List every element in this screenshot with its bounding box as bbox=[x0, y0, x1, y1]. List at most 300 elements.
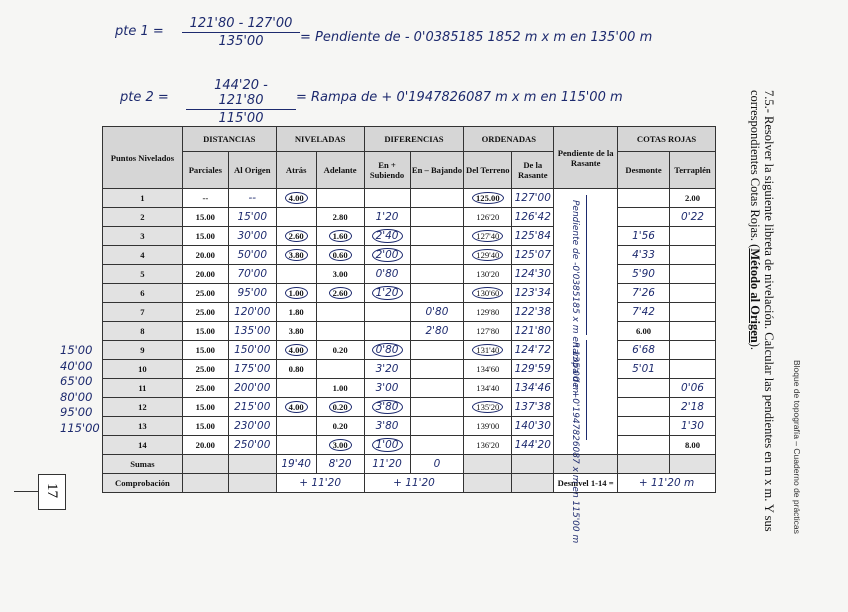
cell-tpl-value: 0'22 bbox=[681, 211, 704, 223]
pte1-result: = Pendiente de - 0'0385185 1852 m x m en 135'00 m bbox=[300, 30, 653, 45]
page-number-box bbox=[38, 474, 66, 510]
cell-par bbox=[182, 227, 228, 246]
cell-p bbox=[103, 322, 183, 341]
cell-p-value: 8 bbox=[140, 326, 145, 336]
cell-p-value: 6 bbox=[140, 288, 145, 298]
cell-baj bbox=[410, 208, 464, 227]
cell-p bbox=[103, 208, 183, 227]
cell-ras-value: 129'59 bbox=[514, 363, 551, 375]
header-pendiente: Pendiente de la Rasante bbox=[554, 127, 618, 189]
table-row bbox=[103, 265, 716, 284]
cell-ter bbox=[464, 360, 512, 379]
cell-des-value: 6.00 bbox=[636, 326, 652, 336]
cell-ter bbox=[464, 303, 512, 322]
desnivel-label: Desnivel 1-14 = bbox=[554, 474, 618, 493]
cell-atr bbox=[276, 189, 316, 208]
cell-atr bbox=[276, 379, 316, 398]
cell-sub bbox=[364, 379, 410, 398]
cell-tpl bbox=[669, 189, 715, 208]
cell-par-value: 15.00 bbox=[195, 212, 215, 222]
cell-par-value: 15.00 bbox=[195, 421, 215, 431]
slope-arrow-lower bbox=[586, 340, 587, 440]
cell-baj bbox=[410, 189, 464, 208]
pte2-denominator: 115'00 bbox=[218, 111, 264, 126]
cell-ter bbox=[464, 436, 512, 455]
cell-p-value: 3 bbox=[140, 231, 145, 241]
cell-sub-value: 2'00 bbox=[372, 248, 403, 262]
cell-atr-value: 4.00 bbox=[285, 344, 308, 356]
cell-sub-value: 1'20 bbox=[375, 211, 399, 223]
side-list-item: 95'00 bbox=[60, 405, 93, 419]
header-niveladas: NIVELADAS bbox=[276, 127, 364, 152]
cell-ori bbox=[228, 303, 276, 322]
cell-p bbox=[103, 189, 183, 208]
cell-p bbox=[103, 284, 183, 303]
cell-ras bbox=[512, 379, 554, 398]
cell-des bbox=[618, 265, 670, 284]
cell-par-value: 25.00 bbox=[195, 364, 215, 374]
cell-ter-value: 127'40 bbox=[472, 230, 503, 242]
cell-ade bbox=[316, 436, 364, 455]
cell-des bbox=[618, 379, 670, 398]
cell-des bbox=[618, 189, 670, 208]
cell-baj bbox=[410, 284, 464, 303]
cell-ade bbox=[316, 379, 364, 398]
cell-ade-value: 0.20 bbox=[329, 401, 352, 413]
pte1-fraction bbox=[182, 16, 300, 49]
cell-baj bbox=[410, 398, 464, 417]
cell-ter-value: 136'20 bbox=[476, 440, 500, 450]
sumas-atras: 19'40 bbox=[276, 455, 316, 474]
table-row bbox=[103, 227, 716, 246]
cell-ras-value: 124'72 bbox=[514, 344, 551, 356]
page-number: 17 bbox=[44, 483, 60, 498]
cell-p bbox=[103, 341, 183, 360]
cell-ori bbox=[228, 417, 276, 436]
cell-ori bbox=[228, 246, 276, 265]
exercise-line-1: 7.5.- Resolver la siguiente libreta de nivelación. Calcular las pendientes en m x m. Y sus bbox=[762, 90, 776, 532]
cell-ter-value: 130'20 bbox=[476, 269, 500, 279]
cell-baj-value: 0'80 bbox=[425, 306, 449, 318]
cell-sub-value: 3'80 bbox=[372, 400, 403, 414]
cell-p-value: 13 bbox=[138, 421, 147, 431]
cell-baj bbox=[410, 303, 464, 322]
cell-des bbox=[618, 436, 670, 455]
cell-p bbox=[103, 246, 183, 265]
cell-par-value: 15.00 bbox=[195, 402, 215, 412]
cell-sub bbox=[364, 284, 410, 303]
cell-ras-value: 144'20 bbox=[514, 439, 551, 451]
cell-tpl bbox=[669, 322, 715, 341]
cell-ras-value: 125'07 bbox=[514, 249, 551, 261]
cell-par-value: 15.00 bbox=[195, 345, 215, 355]
subheader-al-origen: Al Origen bbox=[228, 152, 276, 189]
cell-ras-value: 134'46 bbox=[514, 382, 551, 394]
cell-sub bbox=[364, 208, 410, 227]
slope-arrow-upper bbox=[586, 195, 587, 335]
cell-ori bbox=[228, 284, 276, 303]
cell-par bbox=[182, 208, 228, 227]
cell-ter bbox=[464, 398, 512, 417]
pte2-label: pte 2 = bbox=[120, 90, 169, 105]
cell-atr-value: 1.00 bbox=[285, 287, 308, 299]
cell-ras-value: 121'80 bbox=[514, 325, 551, 337]
cell-p-value: 4 bbox=[140, 250, 145, 260]
cell-ori-value: 250'00 bbox=[234, 439, 271, 451]
subheader-atras: Atrás bbox=[276, 152, 316, 189]
cell-ori bbox=[228, 341, 276, 360]
cell-p-value: 14 bbox=[138, 440, 147, 450]
cell-par-value: -- bbox=[202, 193, 209, 203]
cell-ter bbox=[464, 189, 512, 208]
cell-ras bbox=[512, 436, 554, 455]
pte1-denominator: 135'00 bbox=[218, 34, 264, 49]
subheader-bajando: En – Bajando bbox=[410, 152, 464, 189]
cell-sub bbox=[364, 265, 410, 284]
table-row bbox=[103, 189, 716, 208]
cell-ras-value: 126'42 bbox=[514, 211, 551, 223]
cell-p-value: 1 bbox=[140, 193, 145, 203]
running-header: Bloque de topografía – Cuaderno de prácticas bbox=[792, 360, 802, 534]
cell-ter-value: 130'60 bbox=[472, 287, 503, 299]
cell-ade-value: 1.60 bbox=[329, 230, 352, 242]
side-list-item: 80'00 bbox=[60, 389, 93, 404]
cell-atr-value: 4.00 bbox=[285, 192, 308, 204]
cell-sub-value: 1'20 bbox=[372, 286, 403, 300]
cell-baj bbox=[410, 417, 464, 436]
cell-atr bbox=[276, 360, 316, 379]
cell-atr bbox=[276, 265, 316, 284]
cell-atr-value: 3.80 bbox=[288, 326, 304, 336]
cell-ade-value: 3.00 bbox=[329, 439, 352, 451]
side-list-item: 115'00 bbox=[60, 420, 100, 435]
table-row bbox=[103, 284, 716, 303]
cell-ade bbox=[316, 208, 364, 227]
header-ordenadas: ORDENADAS bbox=[464, 127, 554, 152]
comprobacion-diferencias: + 11'20 bbox=[364, 474, 464, 493]
cell-des bbox=[618, 284, 670, 303]
cell-ter bbox=[464, 208, 512, 227]
exercise-line-2a: correspondientes Cotas Rojas. ( bbox=[748, 90, 762, 249]
cell-ori bbox=[228, 189, 276, 208]
cell-p bbox=[103, 379, 183, 398]
cell-atr bbox=[276, 341, 316, 360]
cell-ade-value: 2.80 bbox=[332, 212, 348, 222]
header-distancias: DISTANCIAS bbox=[182, 127, 276, 152]
cell-ori bbox=[228, 398, 276, 417]
cell-ori bbox=[228, 265, 276, 284]
cell-baj bbox=[410, 322, 464, 341]
cell-par bbox=[182, 379, 228, 398]
cell-ter-value: 139'00 bbox=[476, 421, 500, 431]
cell-tpl-value: 2.00 bbox=[684, 193, 701, 203]
cell-ter bbox=[464, 284, 512, 303]
cell-ter-value: 131'40 bbox=[472, 344, 503, 356]
cell-tpl-value: 1'30 bbox=[681, 420, 704, 432]
cell-des bbox=[618, 208, 670, 227]
cell-des-value: 7'26 bbox=[632, 287, 655, 299]
cell-des-value: 1'56 bbox=[632, 230, 655, 242]
table-row bbox=[103, 208, 716, 227]
page-number-line bbox=[14, 491, 38, 492]
cell-p bbox=[103, 417, 183, 436]
cell-baj bbox=[410, 246, 464, 265]
cell-tpl bbox=[669, 341, 715, 360]
subheader-desmonte: Desmonte bbox=[618, 152, 670, 189]
cell-ade bbox=[316, 360, 364, 379]
header-cotas-rojas: COTAS ROJAS bbox=[618, 127, 716, 152]
cell-ade bbox=[316, 322, 364, 341]
cell-ter bbox=[464, 417, 512, 436]
cell-ras bbox=[512, 208, 554, 227]
cell-ras bbox=[512, 284, 554, 303]
cell-ras-value: 127'00 bbox=[514, 192, 551, 204]
sumas-label: Sumas bbox=[103, 455, 183, 474]
cell-par bbox=[182, 189, 228, 208]
cell-ter bbox=[464, 265, 512, 284]
cell-tpl bbox=[669, 227, 715, 246]
cell-p-value: 2 bbox=[140, 212, 145, 222]
cell-ras bbox=[512, 417, 554, 436]
cell-ade-value: 2.60 bbox=[329, 287, 352, 299]
cell-des-value: 5'01 bbox=[632, 363, 655, 375]
cell-ter-value: 125.00 bbox=[472, 192, 504, 204]
cell-sub-value: 3'00 bbox=[375, 382, 399, 394]
cell-sub bbox=[364, 303, 410, 322]
cell-ras bbox=[512, 322, 554, 341]
cell-ori-value: 175'00 bbox=[234, 363, 271, 375]
cell-des bbox=[618, 227, 670, 246]
cell-par-value: 25.00 bbox=[195, 383, 215, 393]
cell-ter bbox=[464, 341, 512, 360]
cell-baj bbox=[410, 436, 464, 455]
cell-ori-value: 120'00 bbox=[234, 306, 271, 318]
cell-ade-value: 1.00 bbox=[332, 383, 348, 393]
cell-ori bbox=[228, 379, 276, 398]
cell-baj bbox=[410, 341, 464, 360]
cell-ras-value: 122'38 bbox=[514, 306, 551, 318]
cell-sub-value: 2'40 bbox=[372, 229, 403, 243]
table-row bbox=[103, 417, 716, 436]
cell-p bbox=[103, 398, 183, 417]
subheader-adelante: Adelante bbox=[316, 152, 364, 189]
cell-sub bbox=[364, 341, 410, 360]
side-list-item: 65'00 bbox=[60, 374, 93, 388]
subheader-terraplen: Terraplén bbox=[669, 152, 715, 189]
cell-des-value: 7'42 bbox=[632, 306, 655, 318]
cell-ade bbox=[316, 417, 364, 436]
cell-des bbox=[618, 341, 670, 360]
comprobacion-label: Comprobación bbox=[103, 474, 183, 493]
cell-par-value: 25.00 bbox=[195, 307, 215, 317]
cell-ter-value: 134'60 bbox=[476, 364, 500, 374]
table-row bbox=[103, 303, 716, 322]
pte1-label: pte 1 = bbox=[115, 24, 164, 39]
cell-atr bbox=[276, 417, 316, 436]
cell-ter bbox=[464, 322, 512, 341]
cell-atr bbox=[276, 246, 316, 265]
cell-p-value: 5 bbox=[140, 269, 145, 279]
cell-des bbox=[618, 398, 670, 417]
cell-ori-value: 95'00 bbox=[237, 287, 268, 299]
cell-ori-value: 135'00 bbox=[234, 325, 271, 337]
cell-atr bbox=[276, 436, 316, 455]
cell-sub bbox=[364, 322, 410, 341]
cell-ade-value: 0.60 bbox=[329, 249, 352, 261]
cell-des bbox=[618, 417, 670, 436]
cell-atr-value: 2.60 bbox=[285, 230, 308, 242]
cell-ter-value: 134'40 bbox=[476, 383, 500, 393]
cell-p bbox=[103, 303, 183, 322]
sumas-bajando: 0 bbox=[410, 455, 464, 474]
cell-sub bbox=[364, 436, 410, 455]
cell-par-value: 15.00 bbox=[195, 231, 215, 241]
cell-atr-value: 3.80 bbox=[285, 249, 308, 261]
cell-sub-value: 3'80 bbox=[375, 420, 399, 432]
cell-p bbox=[103, 265, 183, 284]
cell-par-value: 20.00 bbox=[195, 269, 215, 279]
cell-sub bbox=[364, 417, 410, 436]
cell-atr bbox=[276, 398, 316, 417]
cell-sub bbox=[364, 189, 410, 208]
cell-sub bbox=[364, 227, 410, 246]
side-distance-list bbox=[60, 343, 100, 436]
cell-tpl bbox=[669, 265, 715, 284]
cell-par bbox=[182, 360, 228, 379]
table-row bbox=[103, 322, 716, 341]
cell-ter-value: 129'40 bbox=[472, 249, 503, 261]
cell-ter bbox=[464, 379, 512, 398]
cell-tpl bbox=[669, 246, 715, 265]
cell-tpl bbox=[669, 436, 715, 455]
cell-ter bbox=[464, 227, 512, 246]
cell-par bbox=[182, 436, 228, 455]
cell-ade bbox=[316, 398, 364, 417]
exercise-line-2 bbox=[747, 90, 762, 350]
cell-ori-value: 70'00 bbox=[237, 268, 268, 280]
cell-ade bbox=[316, 227, 364, 246]
cell-ade bbox=[316, 246, 364, 265]
side-list-item: 40'00 bbox=[60, 358, 93, 373]
cell-ras bbox=[512, 227, 554, 246]
subheader-subiendo: En + Subiendo bbox=[364, 152, 410, 189]
cell-p-value: 9 bbox=[140, 345, 145, 355]
table-row bbox=[103, 246, 716, 265]
subheader-parciales: Parciales bbox=[182, 152, 228, 189]
cell-ras bbox=[512, 265, 554, 284]
cell-des-value: 4'33 bbox=[632, 249, 655, 261]
table-row bbox=[103, 398, 716, 417]
cell-ras-value: 123'34 bbox=[514, 287, 551, 299]
cell-atr bbox=[276, 322, 316, 341]
cell-par bbox=[182, 284, 228, 303]
cell-atr-value: 0.80 bbox=[288, 364, 304, 374]
cell-sub-value: 3'20 bbox=[375, 363, 399, 375]
cell-par bbox=[182, 303, 228, 322]
cell-p-value: 10 bbox=[138, 364, 147, 374]
cell-des bbox=[618, 322, 670, 341]
cell-ras bbox=[512, 303, 554, 322]
cell-par bbox=[182, 265, 228, 284]
cell-par-value: 20.00 bbox=[195, 250, 215, 260]
cell-ori-value: 230'00 bbox=[234, 420, 271, 432]
cell-baj bbox=[410, 360, 464, 379]
cell-sub bbox=[364, 246, 410, 265]
cell-atr bbox=[276, 303, 316, 322]
cell-baj-value: 2'80 bbox=[425, 325, 449, 337]
table-row bbox=[103, 436, 716, 455]
cell-par bbox=[182, 341, 228, 360]
leveling-table bbox=[102, 126, 716, 493]
desnivel-value: + 11'20 m bbox=[618, 474, 716, 493]
cell-par bbox=[182, 398, 228, 417]
cell-ras-value: 124'30 bbox=[514, 268, 551, 280]
cell-baj bbox=[410, 227, 464, 246]
cell-ras-value: 137'38 bbox=[514, 401, 551, 413]
comprobacion-niveladas: + 11'20 bbox=[276, 474, 364, 493]
cell-ori-value: 15'00 bbox=[237, 211, 268, 223]
cell-atr-value: 1.80 bbox=[288, 307, 304, 317]
sumas-subiendo: 11'20 bbox=[364, 455, 410, 474]
cell-sub-value: 0'80 bbox=[372, 343, 403, 357]
cell-ori-value: -- bbox=[248, 192, 257, 204]
cell-p bbox=[103, 227, 183, 246]
cell-des bbox=[618, 246, 670, 265]
cell-ade-value: 3.00 bbox=[332, 269, 348, 279]
cell-sub bbox=[364, 360, 410, 379]
exercise-method: Método al Origen bbox=[748, 248, 762, 343]
cell-ras bbox=[512, 341, 554, 360]
exercise-line-2c: ). bbox=[748, 342, 762, 351]
cell-tpl bbox=[669, 360, 715, 379]
cell-ter-value: 129'80 bbox=[476, 307, 500, 317]
pte1-numerator: 121'80 - 127'00 bbox=[182, 16, 300, 33]
cell-ori bbox=[228, 227, 276, 246]
header-puntos: Puntos Nivelados bbox=[103, 127, 183, 189]
cell-ras bbox=[512, 360, 554, 379]
cell-tpl-value: 2'18 bbox=[681, 401, 704, 413]
cell-des bbox=[618, 360, 670, 379]
cell-ori-value: 200'00 bbox=[234, 382, 271, 394]
cell-ori-value: 30'00 bbox=[237, 230, 268, 242]
subheader-terreno: Del Terreno bbox=[464, 152, 512, 189]
pte2-result: = Rampa de + 0'1947826087 m x m en 115'00 m bbox=[296, 90, 623, 105]
side-list-item: 15'00 bbox=[60, 343, 93, 357]
cell-atr bbox=[276, 227, 316, 246]
cell-ade bbox=[316, 341, 364, 360]
table-row bbox=[103, 341, 716, 360]
cell-sub bbox=[364, 398, 410, 417]
sumas-adelante: 8'20 bbox=[316, 455, 364, 474]
cell-ori-value: 215'00 bbox=[234, 401, 271, 413]
cell-par bbox=[182, 417, 228, 436]
cell-ori-value: 150'00 bbox=[234, 344, 271, 356]
header-diferencias: DIFERENCIAS bbox=[364, 127, 464, 152]
cell-ter bbox=[464, 246, 512, 265]
table-body bbox=[103, 189, 716, 455]
cell-ori-value: 50'00 bbox=[237, 249, 268, 261]
cell-atr bbox=[276, 208, 316, 227]
cell-atr-value: 4.00 bbox=[285, 401, 308, 413]
cell-ras bbox=[512, 189, 554, 208]
pte2-numerator: 144'20 - 121'80 bbox=[186, 78, 296, 110]
cell-baj bbox=[410, 379, 464, 398]
cell-ori bbox=[228, 436, 276, 455]
cell-p-value: 11 bbox=[138, 383, 147, 393]
cell-ade bbox=[316, 284, 364, 303]
cell-par-value: 25.00 bbox=[195, 288, 215, 298]
table-row bbox=[103, 360, 716, 379]
